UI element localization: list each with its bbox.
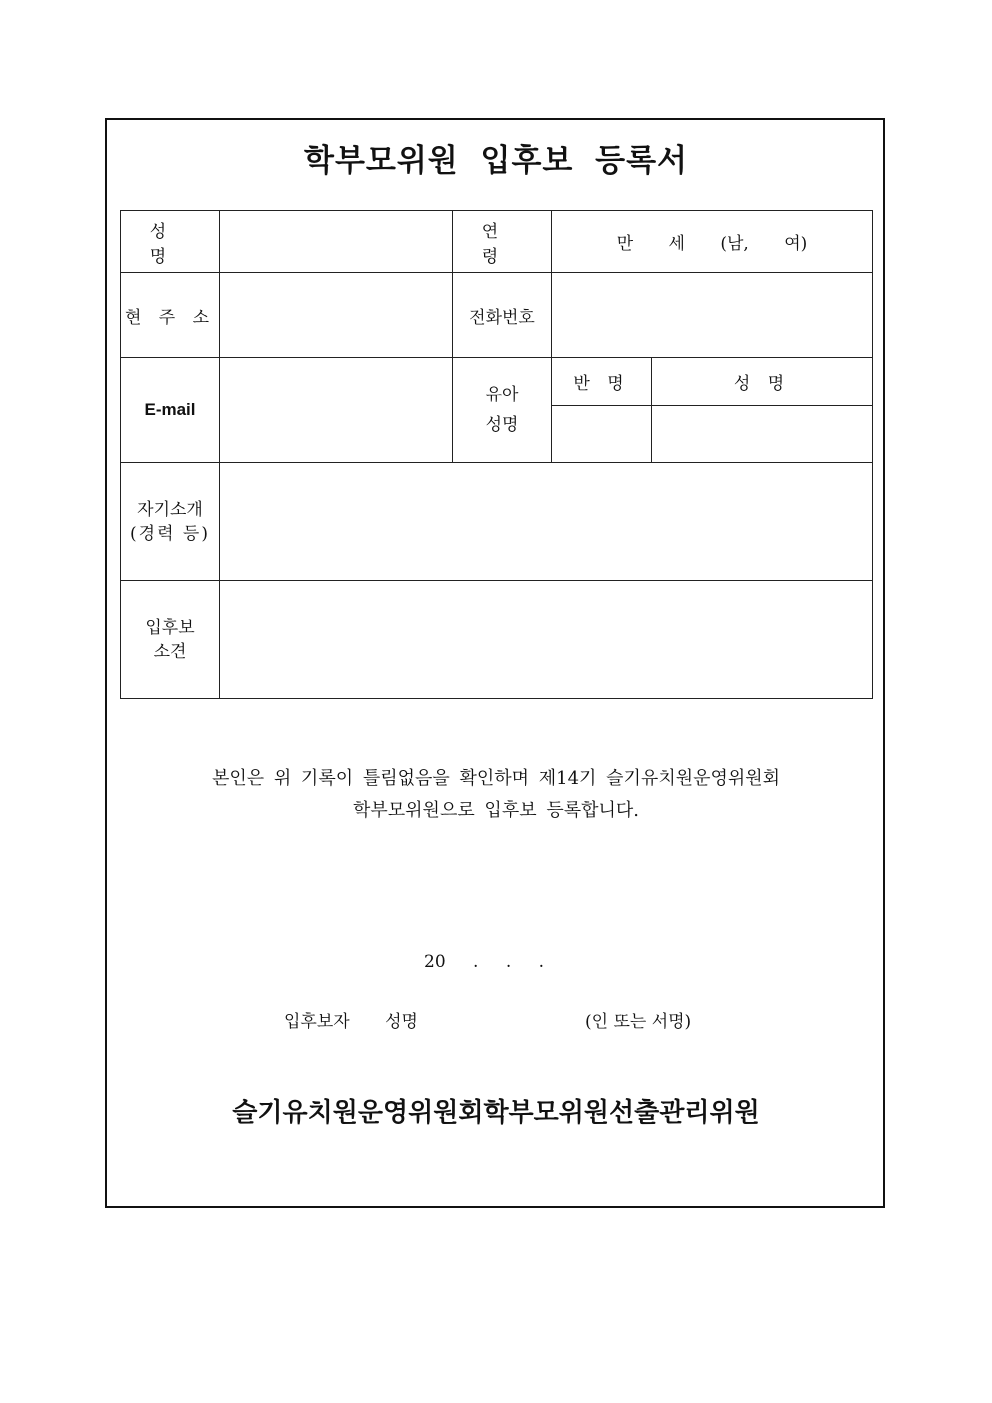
seal-or-signature-note: (인 또는 서명) — [585, 1012, 692, 1032]
committee-name: 슬기유치원운영위원회학부모위원선출관리위원 — [232, 1098, 760, 1128]
document-title: 학부모위원 입후보 등록서 — [304, 143, 688, 179]
child-label-line2: 성명 — [485, 415, 519, 435]
intro-label-line2: (경력 등) — [130, 523, 210, 544]
intro-label-line1: 자기소개 — [137, 499, 203, 520]
child-name-header — [453, 358, 552, 463]
name-label: 성 명 — [121, 211, 220, 273]
age-field[interactable]: 만 세 (남, 여) — [552, 211, 873, 273]
candidacy-field[interactable] — [220, 581, 873, 699]
email-label: E-mail — [121, 358, 220, 463]
class-field[interactable] — [552, 406, 652, 463]
age-label: 연 령 — [453, 211, 552, 273]
child-label-line1: 유아 — [485, 385, 519, 405]
candidate-name-label: 입후보자 성명 — [284, 1012, 418, 1032]
registration-form-table — [120, 210, 873, 699]
candidacy-label-line2: 소견 — [153, 641, 187, 662]
child-name-label: 성 명 — [652, 358, 873, 406]
intro-label — [121, 463, 220, 581]
phone-field[interactable] — [552, 273, 873, 358]
date-line[interactable]: 20 . . . — [424, 952, 545, 972]
declaration-statement — [0, 763, 992, 827]
candidacy-label — [121, 581, 220, 699]
intro-field[interactable] — [220, 463, 873, 581]
statement-line1: 본인은 위 기록이 틀림없음을 확인하며 제14기 슬기유치원운영위원회 — [211, 768, 781, 789]
class-label: 반 명 — [552, 358, 652, 406]
name-field[interactable] — [220, 211, 453, 273]
child-name-field[interactable] — [652, 406, 873, 463]
email-field[interactable] — [220, 358, 453, 463]
address-field[interactable] — [220, 273, 453, 358]
phone-label: 전화번호 — [453, 273, 552, 358]
statement-line2: 학부모위원으로 입후보 등록합니다. — [353, 800, 639, 821]
address-label: 현 주 소 — [121, 273, 220, 358]
candidacy-label-line1: 입후보 — [145, 617, 195, 638]
